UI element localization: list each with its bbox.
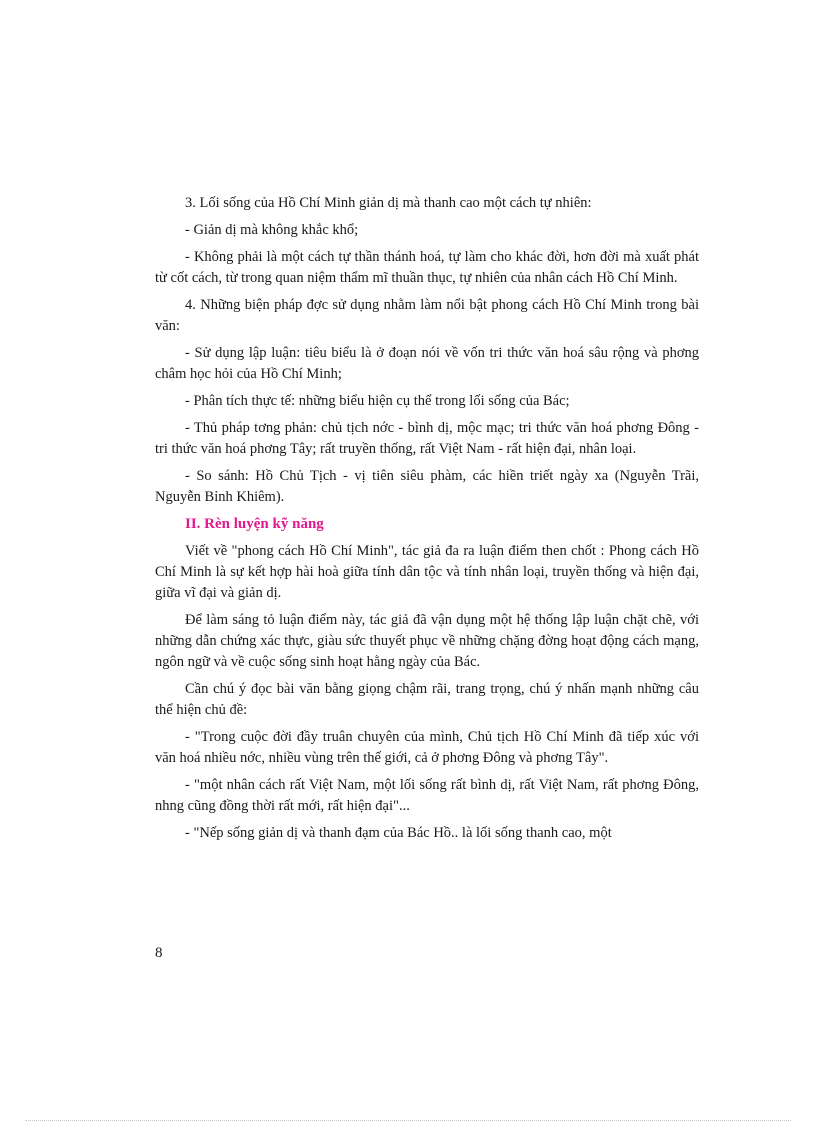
paragraph-quote-1: - "Trong cuộc đời đầy truân chuyên của mình, Chủ tịch Hồ Chí Minh đã tiếp xúc với văn hoá nhiều nớc, nhiều vùng trên thế giới, cả ở phơng Đông và phơng Tây". bbox=[155, 729, 699, 766]
paragraph-key-argument: Viết về "phong cách Hồ Chí Minh", tác giả đa ra luận điểm then chốt : Phong cách Hồ Chí Minh là sự kết hợp hài hoà giữa tính dân tộc và tính nhân loại, truyền thống và hiện đại, giữa vĩ đại và giản dị. bbox=[155, 543, 699, 601]
paragraph-reading-advice: Cần chú ý đọc bài văn bằng giọng chậm rãi, trang trọng, chú ý nhấn mạnh những câu thể hiện chủ đề: bbox=[155, 681, 699, 718]
paragraph-evidence: Để làm sáng tỏ luận điểm này, tác giả đã vận dụng một hệ thống lập luận chặt chẽ, với những dẫn chứng xác thực, giàu sức thuyết phục về những chặng đờng hoạt động cách mạng, ngôn ngữ và về cuộc sống sinh hoạt hằng ngày của Bác. bbox=[155, 612, 699, 670]
paragraph-comparison: - So sánh: Hồ Chủ Tịch - vị tiên siêu phàm, các hiền triết ngày xa (Nguyễn Trãi, Nguyễn Bỉnh Khiêm). bbox=[155, 468, 699, 505]
paragraph-quote-2: - "một nhân cách rất Việt Nam, một lối sống rất bình dị, rất Việt Nam, rất phơng Đông, nhng cũng đồng thời rất mới, rất hiện đại"... bbox=[155, 777, 699, 814]
paragraph-simple-not-austere: - Giản dị mà không khắc khổ; bbox=[185, 222, 359, 238]
paragraph-contrast: - Thủ pháp tơng phản: chủ tịch nớc - bình dị, mộc mạc; tri thức văn hoá phơng Đông - tri thức văn hoá phơng Tây; rất truyền thống, rất Việt Nam - rất hiện đại, nhân loại. bbox=[155, 420, 699, 457]
paragraph-argumentation: - Sử dụng lập luận: tiêu biểu là ở đoạn nói về vốn tri thức văn hoá sâu rộng và phơng châm học hỏi của Hồ Chí Minh; bbox=[155, 345, 699, 382]
paragraph-not-deified: - Không phải là một cách tự thần thánh hoá, tự làm cho khác đời, hơn đời mà xuất phát từ cốt cách, từ trong quan niệm thẩm mĩ thuần thục, tự nhiên của nhân cách Hồ Chí Minh. bbox=[155, 249, 699, 286]
paragraph-techniques-heading: 4. Những biện pháp đợc sử dụng nhằm làm nổi bật phong cách Hồ Chí Minh trong bài văn: bbox=[155, 297, 699, 334]
paragraph-lifestyle-heading: 3. Lối sống của Hồ Chí Minh giản dị mà thanh cao một cách tự nhiên: bbox=[185, 195, 592, 211]
page-body bbox=[155, 193, 699, 850]
section-heading: II. Rèn luyện kỹ năng bbox=[185, 516, 324, 532]
paragraph-quote-3: - "Nếp sống giản dị và thanh đạm của Bác Hồ.. là lối sống thanh cao, một bbox=[185, 825, 612, 841]
bottom-divider bbox=[25, 1120, 791, 1121]
paragraph-analysis: - Phân tích thực tế: những biểu hiện cụ thể trong lối sống của Bác; bbox=[185, 393, 570, 409]
page-number: 8 bbox=[155, 945, 163, 961]
